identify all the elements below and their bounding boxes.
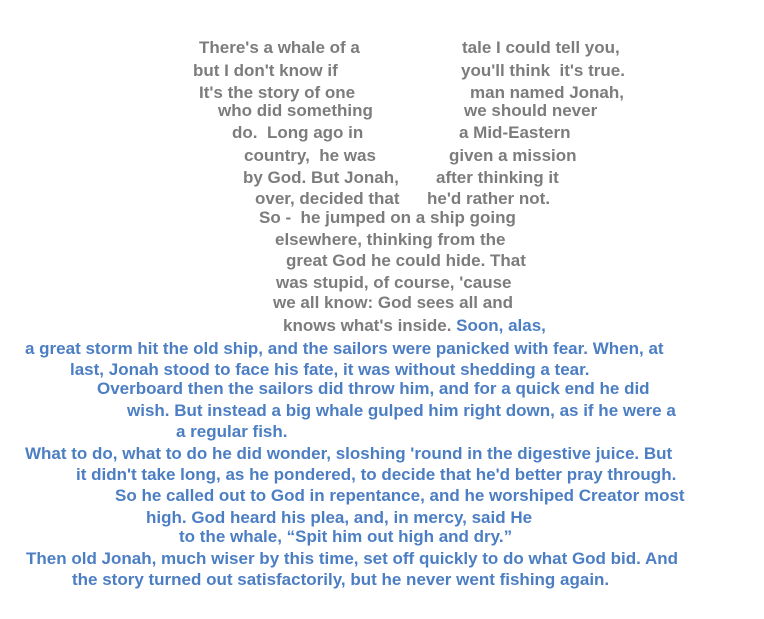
poem-line-body-7: it didn't take long, as he pondered, to decide that he'd better pray through.: [76, 465, 677, 484]
poem-line-stalk-3: great God he could hide. That: [286, 251, 526, 270]
poem-line-tail-right-8: he'd rather not.: [427, 189, 551, 208]
poem-line-tail-left-1: There's a whale of a: [199, 38, 360, 57]
poem-line-body-10: to the whale, “Spit him out high and dry.”: [179, 527, 513, 546]
poem-line-body-12: the story turned out satisfactorily, but he never went fishing again.: [72, 570, 610, 589]
poem-line-stalk-5: we all know: God sees all and: [273, 293, 513, 312]
poem-line-join-gray: knows what's inside.: [283, 316, 452, 335]
poem-line-body-3: Overboard then the sailors did throw him, and for a quick end he did: [97, 379, 650, 398]
poem-line-body-2: last, Jonah stood to face his fate, it was without shedding a tear.: [70, 360, 590, 379]
poem-line-tail-left-6: country, he was: [244, 146, 376, 165]
poem-line-tail-left-4: who did something: [218, 101, 373, 120]
poem-line-tail-left-3: It's the story of one: [199, 83, 356, 102]
poem-line-body-8: So he called out to God in repentance, and he worshiped Creator most: [115, 486, 685, 505]
poem-line-tail-right-7: after thinking it: [436, 168, 559, 187]
poem-line-tail-left-7: by God. But Jonah,: [243, 168, 399, 187]
poem-line-body-6: What to do, what to do he did wonder, sloshing 'round in the digestive juice. But: [25, 444, 673, 463]
poem-line-join: [283, 316, 546, 336]
poem-line-tail-left-8: over, decided that: [255, 189, 400, 208]
poem-line-tail-right-1: tale I could tell you,: [462, 38, 620, 57]
poem-line-stalk-1: So - he jumped on a ship going: [259, 208, 516, 227]
poem-line-join-blue: Soon, alas,: [456, 316, 546, 335]
poem-line-stalk-2: elsewhere, thinking from the: [275, 230, 506, 249]
poem-line-tail-left-2: but I don't know if: [193, 61, 338, 80]
poem-line-tail-right-3: man named Jonah,: [470, 83, 624, 102]
poem-line-body-5: a regular fish.: [176, 422, 288, 441]
poem-line-tail-right-4: we should never: [464, 101, 598, 120]
poem-line-tail-left-5: do. Long ago in: [232, 123, 364, 142]
poem-line-tail-right-2: you'll think it's true.: [461, 61, 625, 80]
poem-line-body-9: high. God heard his plea, and, in mercy, said He: [146, 508, 533, 527]
poem-line-body-4: wish. But instead a big whale gulped him right down, as if he were a: [127, 401, 676, 420]
poem-line-stalk-4: was stupid, of course, 'cause: [276, 273, 512, 292]
poem-line-body-11: Then old Jonah, much wiser by this time, set off quickly to do what God bid. And: [26, 549, 679, 568]
poem-line-tail-right-6: given a mission: [449, 146, 577, 165]
poem-line-body-1: a great storm hit the old ship, and the sailors were panicked with fear. When, at: [25, 339, 664, 358]
poem-line-tail-right-5: a Mid-Eastern: [459, 123, 571, 142]
